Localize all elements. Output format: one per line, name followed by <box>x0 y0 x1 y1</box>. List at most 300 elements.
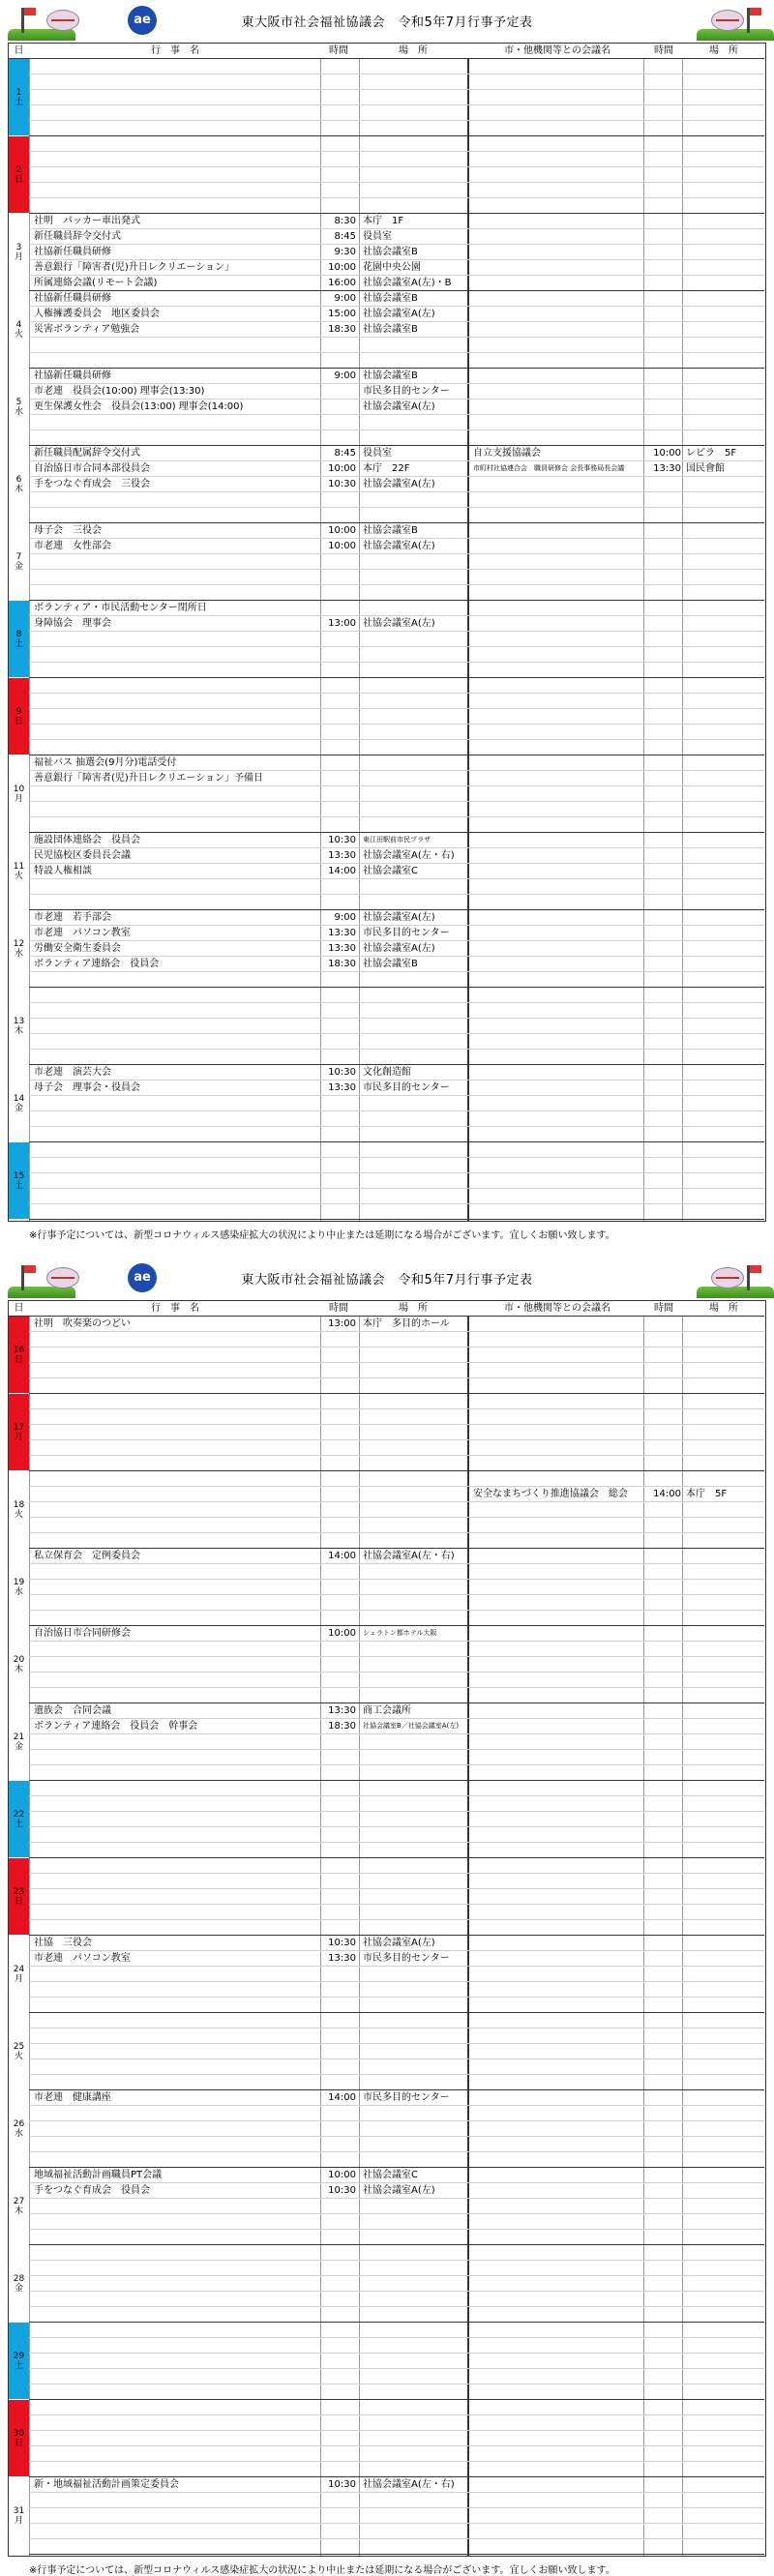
event-place: 本庁 22F <box>363 463 410 474</box>
table-row <box>29 353 764 369</box>
table-row <box>29 1703 764 1719</box>
day-number: 9 <box>15 706 22 717</box>
other-meeting-time: 10:00 <box>653 448 681 459</box>
table-row <box>29 1158 764 1173</box>
table-row <box>29 2028 764 2044</box>
event-place: 市民多目的センター <box>363 386 450 397</box>
day-cell <box>9 59 29 135</box>
day-number: 6 <box>15 474 22 485</box>
grass-decoration-icon <box>697 29 774 41</box>
table-row <box>29 2292 764 2307</box>
day-of-week: 土 <box>14 97 23 107</box>
event-time: 16:00 <box>328 278 356 288</box>
day-of-week: 水 <box>14 2128 23 2139</box>
table-row <box>29 1173 764 1189</box>
table-row <box>29 786 764 802</box>
table-row <box>29 1409 764 1425</box>
table-row <box>29 802 764 817</box>
event-time: 10:00 <box>328 1628 356 1639</box>
event-place: 本庁 1F <box>363 216 404 226</box>
event-place: 商工会議所 <box>363 1705 411 1716</box>
other-meeting-name: 安全なまちづくり推進協議会 総会 <box>473 1489 628 1499</box>
day-cell <box>9 2013 29 2089</box>
table-row <box>29 2137 764 2152</box>
table-row <box>29 90 764 105</box>
event-name: 特設人権相談 <box>34 866 92 876</box>
table-row <box>29 461 764 477</box>
day-number: 3 <box>15 242 22 252</box>
table-row <box>29 183 764 198</box>
day-number: 17 <box>13 1422 25 1433</box>
header-other-meeting: 市・他機関等との会議名 <box>504 45 610 56</box>
event-time: 15:00 <box>328 309 356 319</box>
table-row <box>29 1781 764 1796</box>
header-other-place: 場 所 <box>709 45 738 56</box>
day-number: 2 <box>15 164 22 175</box>
event-name: 身障協会 理事会 <box>34 618 111 629</box>
day-number: 29 <box>13 2351 25 2361</box>
table-row <box>29 2121 764 2137</box>
table-header-row <box>9 44 764 59</box>
table-row <box>29 709 764 725</box>
table-row <box>29 895 764 910</box>
day-number: 10 <box>13 784 25 794</box>
event-name: 自治協日市合同研修会 <box>34 1628 131 1639</box>
table-row <box>29 1471 764 1487</box>
table-row <box>29 585 764 601</box>
table-row <box>29 1734 764 1750</box>
event-time: 18:30 <box>328 1721 356 1732</box>
table-row <box>29 446 764 461</box>
table-row <box>29 1096 764 1111</box>
event-place: 社協会議室B <box>363 247 418 257</box>
table-row <box>29 755 764 771</box>
table-row <box>29 1688 764 1703</box>
event-place: 社協会議室B <box>363 293 418 304</box>
day-of-week: 月 <box>14 252 23 262</box>
other-meeting-name: 自立支援協議会 <box>473 448 541 459</box>
day-of-week: 木 <box>14 2206 23 2216</box>
event-time: 13:30 <box>328 1082 356 1093</box>
table-row <box>29 2230 764 2245</box>
day-of-week: 月 <box>14 793 23 804</box>
event-name: 新・地域福祉活動計画策定委員会 <box>34 2479 179 2490</box>
day-of-week: 金 <box>14 1103 23 1113</box>
day-cell <box>9 833 29 909</box>
day-cell <box>9 1065 29 1141</box>
table-row <box>29 322 764 338</box>
table-row <box>29 848 764 864</box>
table-row <box>29 1533 764 1549</box>
event-place: 社協会議室B <box>363 525 418 536</box>
table-row <box>29 1580 764 1595</box>
other-meeting-name: 市町村社協連合会 職員研修会 会長事務局長会議 <box>473 464 625 472</box>
table-row <box>29 1487 764 1502</box>
table-row <box>29 1595 764 1611</box>
day-cell <box>9 1781 29 1857</box>
event-name: 市老連 パソコン教室 <box>34 928 131 938</box>
event-place: 社協会議室A(左) <box>363 309 435 319</box>
event-name: 労働安全衛生委員会 <box>34 943 121 954</box>
table-row <box>29 1363 764 1378</box>
table-row <box>29 864 764 879</box>
header-event: 行 事 名 <box>151 1303 199 1314</box>
event-time: 8:45 <box>334 231 356 242</box>
table-row <box>29 2106 764 2121</box>
table-row <box>29 1142 764 1158</box>
page-header <box>0 0 774 39</box>
event-name: 民児協校区委員長会議 <box>34 850 131 861</box>
table-row <box>29 2245 764 2261</box>
day-cell <box>9 1142 29 1219</box>
event-name: 市老連 パソコン教室 <box>34 1953 131 1964</box>
day-cell <box>9 2400 29 2476</box>
event-name: 地域福祉活動計画職員PT会議 <box>34 2170 163 2180</box>
event-place: 社協会議室A(左) <box>363 2185 435 2196</box>
table-row <box>29 817 764 833</box>
table-row <box>29 1127 764 1142</box>
table-row <box>29 570 764 585</box>
table-row <box>29 1189 764 1204</box>
schedule-table <box>8 43 766 1222</box>
day-of-week: 金 <box>14 1741 23 1752</box>
event-place: 役員室 <box>363 231 392 242</box>
footnote: ※行事予定については、新型コロナウィルス感染症拡大の状況により中止または延期になる場合がございます。宜しくお願い致します。 <box>29 2565 615 2576</box>
page-title: 東大阪市社会福祉協議会 令和5年7月行事予定表 <box>241 1273 533 1288</box>
table-row <box>29 1611 764 1626</box>
table-row <box>29 1204 764 1220</box>
day-of-week: 月 <box>14 1432 23 1442</box>
day-of-week: 水 <box>14 948 23 959</box>
table-row <box>29 152 764 167</box>
event-time: 13:30 <box>328 928 356 938</box>
table-row <box>29 1456 764 1471</box>
table-row <box>29 2075 764 2090</box>
event-place: 社協会議室A(左) <box>363 1938 435 1948</box>
event-place: 社協会議室A(左) <box>363 912 435 923</box>
header-other-time: 時間 <box>654 45 673 56</box>
table-row <box>29 1642 764 1657</box>
day-cell <box>9 2168 29 2244</box>
event-name: ボランティア連絡会 役員会 <box>34 959 160 969</box>
table-row <box>29 1673 764 1688</box>
day-cell <box>9 1936 29 2012</box>
event-name: 所属連絡会議(リモート会議) <box>34 278 158 288</box>
table-row <box>29 1827 764 1843</box>
event-name: 自治協日市合同本部役員会 <box>34 463 150 474</box>
event-name: ボランティア・市民活動センター閉所日 <box>34 603 207 613</box>
event-time: 8:30 <box>334 216 356 226</box>
day-number: 20 <box>13 1654 25 1665</box>
table-row <box>29 601 764 616</box>
day-of-week: 日 <box>14 2438 23 2448</box>
day-cell <box>9 291 29 368</box>
day-number: 21 <box>13 1732 25 1742</box>
day-of-week: 土 <box>14 1819 23 1829</box>
schedule-table <box>8 1300 766 2557</box>
page-header <box>0 1258 774 1296</box>
event-time: 10:30 <box>328 479 356 489</box>
table-row <box>29 2323 764 2338</box>
day-of-week: 水 <box>14 406 23 417</box>
event-place: 社協会議室C <box>363 866 418 876</box>
event-place: 花園中央公園 <box>363 262 421 273</box>
event-name: 更生保護女性会 役員会(13:00) 理事会(14:00) <box>34 401 244 412</box>
table-row <box>29 400 764 415</box>
day-cell <box>9 2090 29 2167</box>
table-row <box>29 972 764 988</box>
event-name: 母子会 理事会・役員会 <box>34 1082 140 1093</box>
event-time: 10:00 <box>328 525 356 536</box>
day-cell <box>9 214 29 290</box>
day-number: 26 <box>13 2118 25 2129</box>
other-meeting-time: 13:30 <box>653 463 681 474</box>
table-row <box>29 1812 764 1827</box>
table-row <box>29 2044 764 2059</box>
table-row <box>29 2446 764 2462</box>
day-of-week: 日 <box>14 716 23 726</box>
event-name: 手をつなぐ育成会 三役会 <box>34 479 150 489</box>
day-number: 27 <box>13 2196 25 2206</box>
table-row <box>29 957 764 972</box>
table-row <box>29 2354 764 2369</box>
event-time: 18:30 <box>328 324 356 335</box>
table-row <box>29 663 764 678</box>
day-number: 14 <box>13 1093 25 1104</box>
table-row <box>29 1765 764 1781</box>
table-row <box>29 2199 764 2214</box>
event-time: 9:30 <box>334 247 356 257</box>
day-number: 5 <box>15 397 22 407</box>
table-header-row <box>9 1301 764 1317</box>
event-name: 社協新任職員研修 <box>34 370 111 381</box>
table-row <box>29 1394 764 1409</box>
header-time: 時間 <box>329 1303 348 1314</box>
event-time: 9:00 <box>334 293 356 304</box>
table-row <box>29 1626 764 1642</box>
day-number: 4 <box>15 319 22 330</box>
event-time: 9:00 <box>334 912 356 923</box>
event-name: 社協新任職員研修 <box>34 293 111 304</box>
table-row <box>29 1998 764 2013</box>
day-number: 22 <box>13 1809 25 1820</box>
day-cell <box>9 910 29 987</box>
event-place: 社協会議室A(左・右) <box>363 850 455 861</box>
event-place: 社協会議室A(左) <box>363 401 435 412</box>
event-time: 10:30 <box>328 1938 356 1948</box>
table-row <box>29 1750 764 1765</box>
table-row <box>29 879 764 895</box>
organization-logo-icon: ae <box>128 1263 157 1292</box>
table-row <box>29 926 764 941</box>
table-row <box>29 508 764 523</box>
table-row <box>29 1549 764 1564</box>
header-day: 日 <box>14 1302 24 1314</box>
table-row <box>29 2539 764 2555</box>
event-time: 10:00 <box>328 463 356 474</box>
table-row <box>29 539 764 554</box>
day-number: 30 <box>13 2428 25 2439</box>
event-name: 社協 三役会 <box>34 1938 92 1948</box>
table-row <box>29 2524 764 2539</box>
table-row <box>29 1003 764 1019</box>
table-row <box>29 2508 764 2524</box>
day-of-week: 金 <box>14 561 23 572</box>
table-row <box>29 1081 764 1096</box>
header-place: 場 所 <box>399 1303 428 1314</box>
day-cell <box>9 369 29 445</box>
event-time: 13:30 <box>328 850 356 861</box>
day-number: 13 <box>13 1016 25 1026</box>
table-row <box>29 1425 764 1440</box>
day-cell <box>9 988 29 1064</box>
event-name: 遺族会 合同会議 <box>34 1705 111 1716</box>
day-number: 31 <box>13 2505 25 2516</box>
event-place: 市民多目的センター <box>363 928 450 938</box>
event-name: 福祉バス 抽選会(9月分)電話受付 <box>34 757 177 768</box>
event-place: 社協会議室A(左) <box>363 479 435 489</box>
table-row <box>29 229 764 245</box>
day-of-week: 土 <box>14 1180 23 1191</box>
day-cell <box>9 1626 29 1703</box>
day-of-week: 日 <box>14 174 23 185</box>
table-row <box>29 941 764 957</box>
other-meeting-place: 国民會館 <box>686 463 725 474</box>
day-number: 19 <box>13 1577 25 1587</box>
table-row <box>29 338 764 353</box>
day-of-week: 土 <box>14 2360 23 2371</box>
table-row <box>29 678 764 694</box>
table-row <box>29 1858 764 1874</box>
table-row <box>29 121 764 136</box>
event-name: 手をつなぐ育成会 役員会 <box>34 2185 150 2196</box>
table-row <box>29 1889 764 1905</box>
day-of-week: 火 <box>14 1509 23 1520</box>
table-row <box>29 2261 764 2276</box>
event-place: 社協会議室B <box>363 370 418 381</box>
page-title: 東大阪市社会福祉協議会 令和5年7月行事予定表 <box>241 15 533 30</box>
day-cell <box>9 2245 29 2322</box>
day-of-week: 月 <box>14 1973 23 1984</box>
table-row <box>29 2462 764 2477</box>
schedule-page <box>0 0 774 1248</box>
schedule-page <box>0 1258 774 2576</box>
event-name: 新任職員配属辞令交付式 <box>34 448 140 459</box>
table-row <box>29 771 764 786</box>
table-row <box>29 307 764 322</box>
day-number: 28 <box>13 2273 25 2284</box>
header-place: 場 所 <box>399 45 428 56</box>
event-name: 市老連 健康講座 <box>34 2092 111 2103</box>
table-row <box>29 1440 764 1456</box>
table-row <box>29 291 764 307</box>
event-name: 施設団体連絡会 役員会 <box>34 835 140 845</box>
event-name: ボランティア連絡会 役員会 幹事会 <box>34 1721 198 1732</box>
day-cell <box>9 446 29 522</box>
table-row <box>29 2400 764 2415</box>
day-number: 18 <box>13 1499 25 1510</box>
header-other-time: 時間 <box>654 1303 673 1314</box>
table-row <box>29 2493 764 2508</box>
table-row <box>29 198 764 214</box>
table-row <box>29 1065 764 1081</box>
event-place: 市民多目的センター <box>363 1953 450 1964</box>
day-cell <box>9 755 29 832</box>
event-place: 社協会議室A(左・右) <box>363 2479 455 2490</box>
table-row <box>29 492 764 508</box>
event-time: 10:00 <box>328 262 356 273</box>
event-time: 10:00 <box>328 2170 356 2180</box>
table-row <box>29 1317 764 1332</box>
event-place: 社協会議室C <box>363 2170 418 2180</box>
table-row <box>29 1796 764 1812</box>
event-name: 市老連 役員会(10:00) 理事会(13:30) <box>34 386 205 397</box>
day-cell <box>9 136 29 213</box>
event-time: 13:30 <box>328 943 356 954</box>
event-place: 東江田駅前市民プラザ <box>363 836 431 844</box>
event-time: 18:30 <box>328 959 356 969</box>
event-name: 私立保育会 定例委員会 <box>34 1551 140 1561</box>
day-of-week: 日 <box>14 1354 23 1365</box>
day-of-week: 木 <box>14 1664 23 1674</box>
event-time: 13:30 <box>328 1705 356 1716</box>
event-name: 社協新任職員研修 <box>34 247 111 257</box>
event-time: 13:00 <box>328 1318 356 1329</box>
table-row <box>29 2415 764 2431</box>
event-place: 社協会議室A(左) <box>363 541 435 551</box>
other-meeting-time: 14:00 <box>653 1489 681 1499</box>
table-row <box>29 1905 764 1920</box>
table-row <box>29 632 764 647</box>
footnote: ※行事予定については、新型コロナウィルス感染症拡大の状況により中止または延期になる場合がございます。宜しくお願い致します。 <box>29 1230 615 1241</box>
table-row <box>29 2338 764 2354</box>
event-place: 本庁 多目的ホール <box>363 1318 450 1329</box>
day-of-week: 火 <box>14 2051 23 2061</box>
table-row <box>29 1019 764 1034</box>
day-of-week: 日 <box>14 1896 23 1907</box>
table-row <box>29 910 764 926</box>
table-row <box>29 1378 764 1394</box>
event-place: 市民多目的センター <box>363 2092 450 2103</box>
table-row <box>29 523 764 539</box>
event-time: 14:00 <box>328 866 356 876</box>
table-row <box>29 2183 764 2199</box>
day-of-week: 月 <box>14 2515 23 2526</box>
header-event: 行 事 名 <box>151 45 199 56</box>
table-row <box>29 833 764 848</box>
event-name: 新任職員辞令交付式 <box>34 231 121 242</box>
table-row <box>29 2384 764 2400</box>
table-row <box>29 1034 764 1050</box>
grass-decoration-icon <box>697 1287 774 1298</box>
day-cell <box>9 1394 29 1470</box>
table-row <box>29 477 764 492</box>
event-place: 社協会議室A(左) <box>363 618 435 629</box>
day-number: 24 <box>13 1964 25 1974</box>
day-number: 15 <box>13 1170 25 1181</box>
event-name: 災害ボランティア勉強会 <box>34 324 140 335</box>
table-row <box>29 647 764 663</box>
day-number: 16 <box>13 1345 25 1355</box>
table-row <box>29 1982 764 1998</box>
table-row <box>29 2431 764 2446</box>
table-row <box>29 1332 764 1347</box>
table-row <box>29 694 764 709</box>
event-place: 社協会議室A(左) <box>363 943 435 954</box>
table-row <box>29 1564 764 1580</box>
day-number: 7 <box>15 551 22 562</box>
table-row <box>29 105 764 121</box>
